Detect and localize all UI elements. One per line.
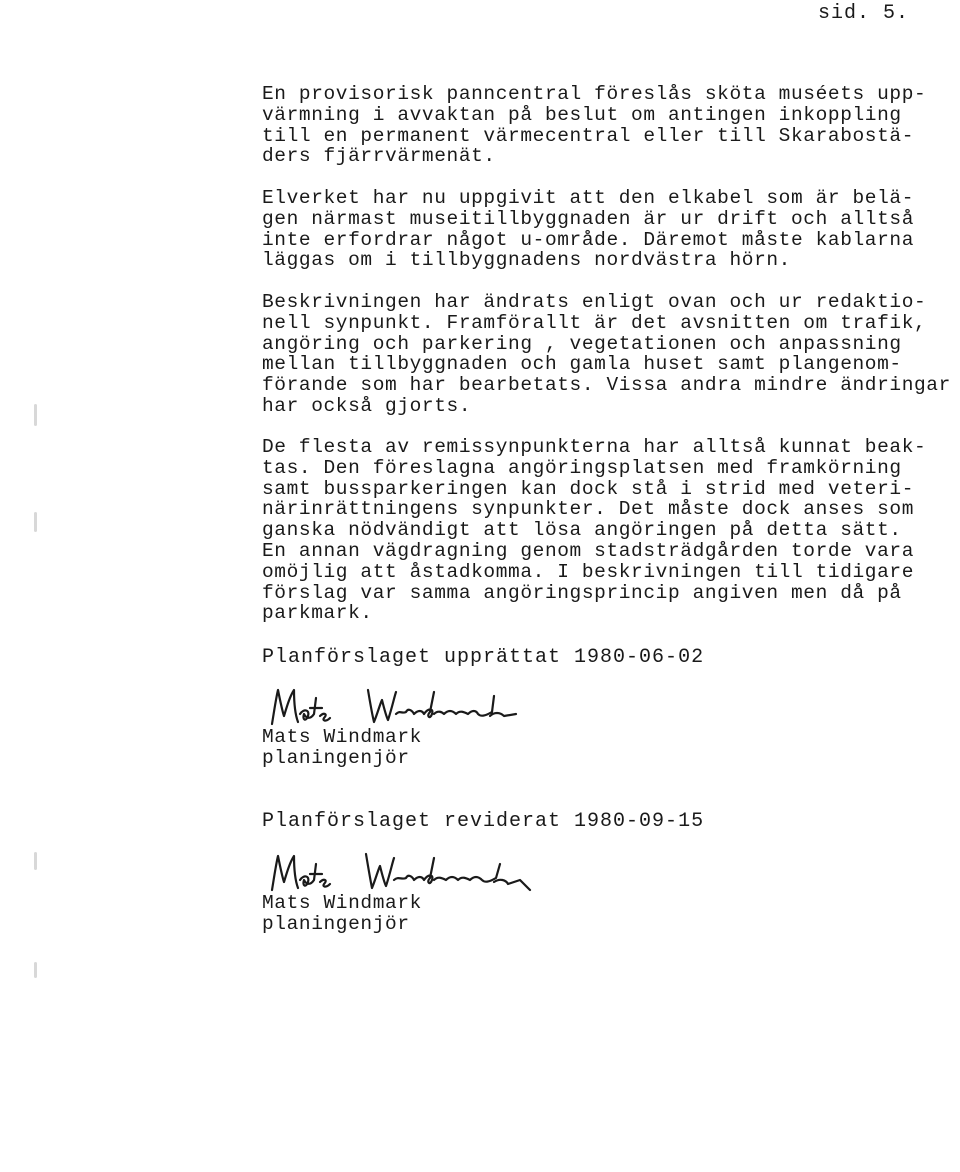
signer-block xyxy=(262,893,422,935)
text-line: mellan tillbyggnaden och gamla huset samt plangenom- xyxy=(262,353,902,376)
handwritten-signature xyxy=(268,684,568,732)
signature-mats-windmark-icon xyxy=(268,684,568,732)
text-line: En provisorisk panncentral föreslås sköta muséets upp- xyxy=(262,83,927,105)
approval-statement: Planförslaget upprättat 1980-06-02 xyxy=(262,646,705,669)
text-line: nell synpunkt. Framförallt är det avsnitten om trafik, xyxy=(262,311,927,334)
text-line: En annan vägdragning genom stadsträdgården torde vara xyxy=(262,539,915,562)
signature-mats-windmark-icon xyxy=(268,850,568,898)
text-line: parkmark. xyxy=(262,602,373,625)
text-line: Beskrivningen har ändrats enligt ovan och ur redaktio- xyxy=(262,291,927,313)
margin-mark xyxy=(34,852,37,870)
text-line: har också gjorts. xyxy=(262,394,472,417)
text-line: inte erfordrar något u-område. Däremot måste kablarna xyxy=(262,228,915,251)
text-line: ders fjärrvärmenät. xyxy=(262,145,496,168)
text-line: ganska nödvändigt att lösa angöringen på detta sätt. xyxy=(262,519,902,542)
signer-name: Mats Windmark xyxy=(262,726,422,748)
paragraph-description-changes xyxy=(262,292,952,417)
margin-mark xyxy=(34,962,37,978)
margin-mark xyxy=(34,404,37,426)
text-line: närinrättningens synpunkter. Det måste dock anses som xyxy=(262,498,915,521)
paragraph-heating xyxy=(262,84,952,167)
signer-name: Mats Windmark xyxy=(262,892,422,914)
text-line: tas. Den föreslagna angöringsplatsen med framkörning xyxy=(262,456,902,479)
text-line: förande som har bearbetats. Vissa andra mindre ändringar xyxy=(262,374,951,397)
page-number: sid. 5. xyxy=(818,2,910,25)
signer-title: planingenjör xyxy=(262,747,410,769)
text-line: angöring och parkering , vegetationen och anpassning xyxy=(262,332,902,355)
text-line: till en permanent värmecentral eller till Skarabostä- xyxy=(262,124,915,147)
text-line: läggas om i tillbyggnadens nordvästra hörn. xyxy=(262,249,791,272)
text-line: värmning i avvaktan på beslut om antingen inkoppling xyxy=(262,103,902,126)
text-line: förslag var samma angöringsprincip angiven men då på xyxy=(262,581,902,604)
signer-title: planingenjör xyxy=(262,913,410,935)
paragraph-remiss-points xyxy=(262,437,952,624)
text-line: omöjlig att åstadkomma. I beskrivningen till tidigare xyxy=(262,560,915,583)
text-line: gen närmast museitillbyggnaden är ur drift och alltså xyxy=(262,207,915,230)
margin-mark xyxy=(34,512,37,532)
text-line: Elverket har nu uppgivit att den elkabel som är belä- xyxy=(262,187,915,209)
paragraph-electric-cable xyxy=(262,188,952,271)
text-line: samt bussparkeringen kan dock stå i strid med veteri- xyxy=(262,477,915,500)
text-line: De flesta av remissynpunkterna har alltså kunnat beak- xyxy=(262,436,927,458)
handwritten-signature xyxy=(268,850,568,898)
signer-block xyxy=(262,727,422,769)
revision-statement: Planförslaget reviderat 1980-09-15 xyxy=(262,810,705,833)
